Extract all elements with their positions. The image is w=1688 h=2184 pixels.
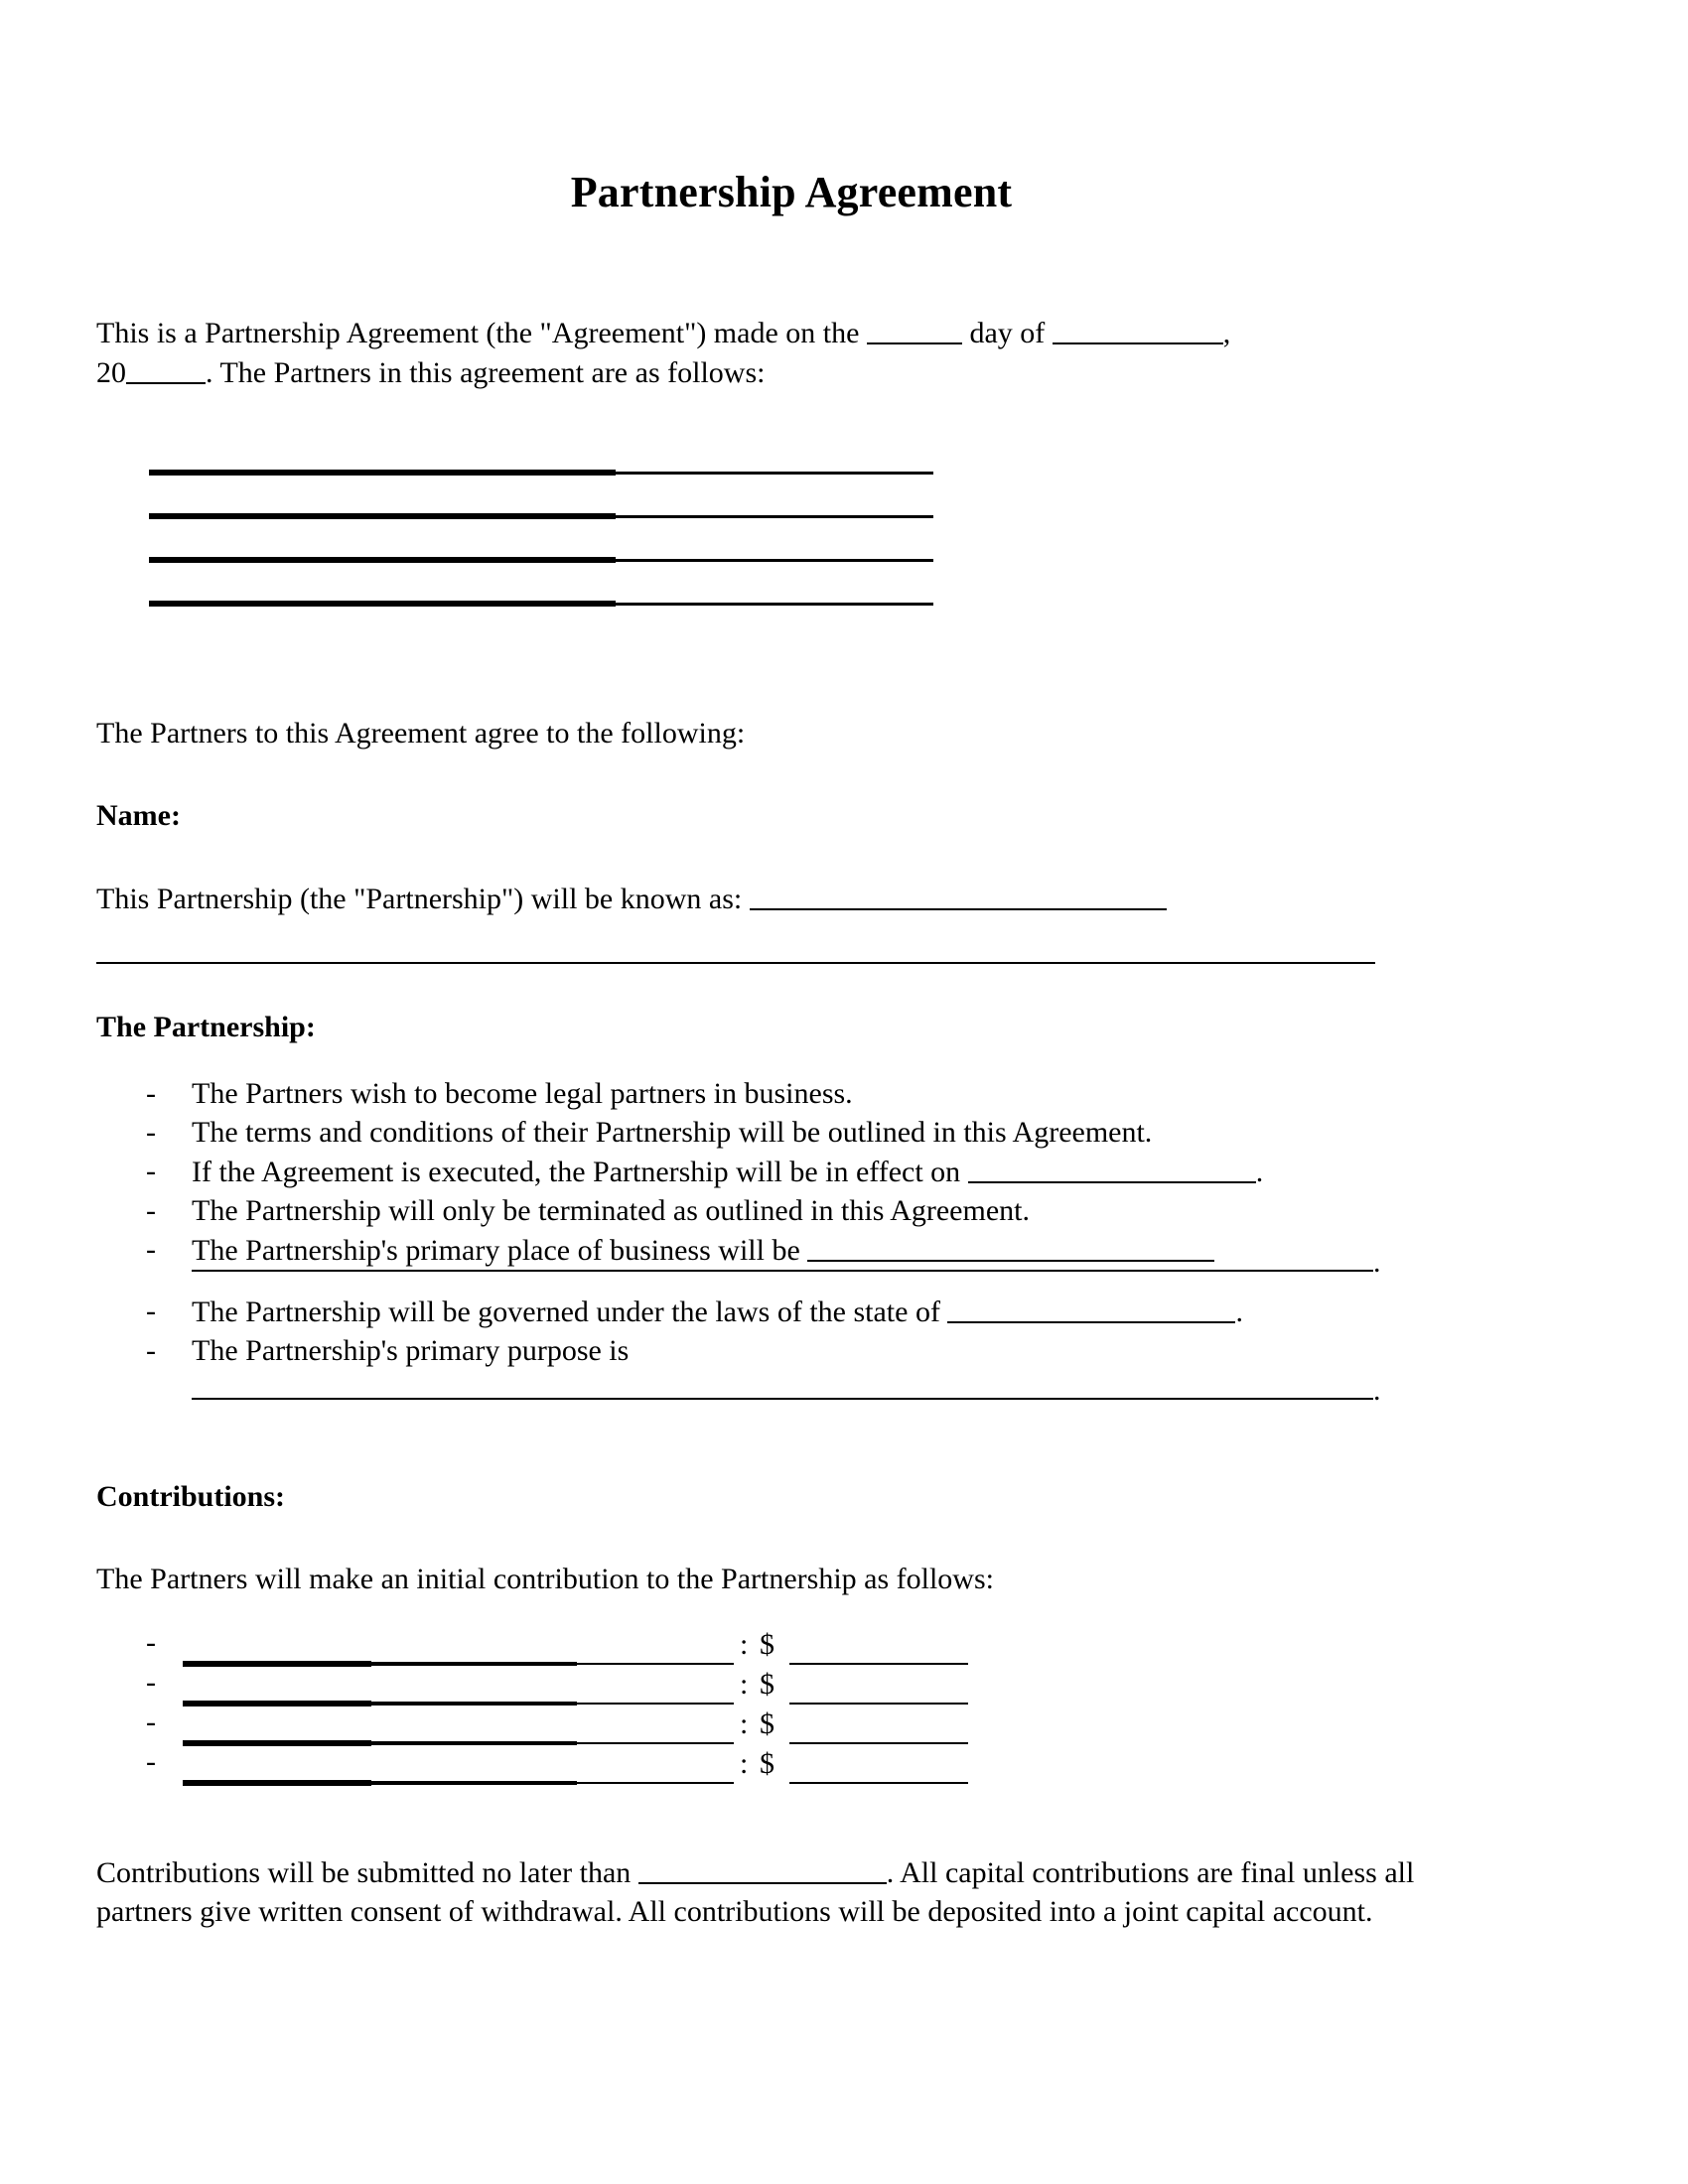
- bullet-dash-icon: -: [146, 1155, 156, 1187]
- contribution-name-line-thin: [577, 1742, 734, 1744]
- partner-line-right-segment: [616, 472, 933, 475]
- contribution-amount-line: [789, 1782, 968, 1784]
- purpose-continuation: [96, 1374, 1486, 1433]
- closing-text-part2: . All capital contributions are final unless all partners give written consent of withdrawal. All contributions will be deposited into a joint capital account.: [96, 1856, 1415, 1928]
- place-of-business-continuation-rule[interactable]: [192, 1270, 1373, 1272]
- intro-paragraph: This is a Partnership Agreement (the "Agreement") made on the day of , 20 . The Partners in this agreement are as follows:: [96, 313, 1486, 392]
- list-item-text: If the Agreement is executed, the Partnership will be in effect on: [192, 1156, 961, 1188]
- contribution-colon: :: [740, 1707, 749, 1740]
- closing-text-part1: Contributions will be submitted no later than: [96, 1856, 632, 1889]
- contribution-name-line-medium: [371, 1662, 577, 1666]
- list-item-text: The Partnership will only be terminated as outlined in this Agreement.: [192, 1194, 1030, 1227]
- list-item: [96, 1292, 1486, 1331]
- spacer: [96, 752, 1486, 796]
- contribution-amount-line: [789, 1742, 968, 1744]
- partner-line[interactable]: [149, 487, 1486, 531]
- effective-date-blank[interactable]: [968, 1152, 1256, 1183]
- list-item-trailing-period: .: [1255, 1156, 1264, 1188]
- list-item-text: The Partnership's primary place of business will be: [192, 1234, 800, 1267]
- bullet-dash-icon: -: [146, 1334, 156, 1367]
- currency-symbol: $: [760, 1668, 774, 1701]
- intro-text-part3: 20: [96, 356, 126, 389]
- partner-line-left-segment: [149, 470, 616, 476]
- spacer: [96, 1370, 1486, 1398]
- contribution-name-line-thin: [577, 1703, 734, 1705]
- partner-line-left-segment: [149, 513, 616, 519]
- bullet-dash-icon: -: [146, 1116, 156, 1149]
- state-blank[interactable]: [947, 1292, 1235, 1323]
- contributions-closing-paragraph: [96, 1852, 1486, 1931]
- contribution-name-line-thick: [183, 1740, 371, 1746]
- partner-line-left-segment: [149, 601, 616, 607]
- contribution-amount-line: [789, 1703, 968, 1705]
- list-item-text: The Partnership's primary purpose is: [192, 1334, 630, 1367]
- bullet-dash-icon: -: [146, 1666, 156, 1699]
- partner-line[interactable]: [149, 444, 1486, 487]
- list-item: [96, 1230, 1486, 1270]
- day-blank[interactable]: [867, 313, 962, 344]
- partnership-name-blank[interactable]: [750, 879, 1167, 910]
- contribution-name-line-medium: [371, 1741, 577, 1745]
- list-item-text: The terms and conditions of their Partnership will be outlined in this Agreement.: [192, 1116, 1153, 1149]
- partner-line-right-segment: [616, 559, 933, 562]
- contribution-name-line-thin: [577, 1663, 734, 1665]
- partnership-bullet-list: [96, 1074, 1486, 1270]
- contribution-amount-line: [789, 1663, 968, 1665]
- section-heading-partnership: The Partnership:: [96, 1011, 316, 1043]
- list-item: [96, 1152, 1486, 1191]
- list-item: [96, 1191, 1486, 1230]
- currency-symbol: $: [760, 1707, 774, 1740]
- month-blank[interactable]: [1053, 313, 1223, 344]
- page-title: Partnership Agreement: [570, 168, 1013, 216]
- purpose-trailing-period: .: [1373, 1374, 1381, 1407]
- spacer: [96, 618, 1486, 714]
- agree-line: The Partners to this Agreement agree to the following:: [96, 717, 746, 750]
- section-heading-name: Name:: [96, 799, 181, 832]
- contribution-colon: :: [740, 1628, 749, 1661]
- contribution-rows: [146, 1626, 1486, 1791]
- purpose-continuation-rule[interactable]: [192, 1398, 1373, 1400]
- list-item: [96, 1331, 1486, 1370]
- partnership-bullet-list-continued: [96, 1292, 1486, 1370]
- contribution-colon: :: [740, 1747, 749, 1780]
- contribution-row[interactable]: [146, 1745, 1486, 1791]
- contribution-row[interactable]: [146, 1666, 1486, 1711]
- partner-line[interactable]: [149, 531, 1486, 575]
- section-heading-contributions: Contributions:: [96, 1480, 286, 1513]
- spacer: [96, 1791, 1486, 1852]
- contributions-intro: The Partners will make an initial contribution to the Partnership as follows:: [96, 1563, 994, 1595]
- contribution-name-line-thick: [183, 1780, 371, 1786]
- bullet-dash-icon: -: [146, 1233, 156, 1266]
- contribution-name-line-medium: [371, 1781, 577, 1785]
- bullet-dash-icon: -: [146, 1626, 156, 1659]
- currency-symbol: $: [760, 1747, 774, 1780]
- intro-text-part4: . The Partners in this agreement are as follows:: [206, 356, 766, 389]
- partner-line-right-segment: [616, 515, 933, 518]
- spacer: [96, 1433, 1486, 1477]
- bullet-dash-icon: -: [146, 1745, 156, 1778]
- list-item-trailing-period: .: [1235, 1296, 1243, 1328]
- bullet-dash-icon: -: [146, 1706, 156, 1738]
- contribution-deadline-blank[interactable]: [638, 1852, 887, 1884]
- year-blank[interactable]: [126, 352, 206, 384]
- contribution-name-line-thick: [183, 1701, 371, 1706]
- spacer: [96, 1516, 1486, 1560]
- list-item: [96, 1113, 1486, 1152]
- bullet-dash-icon: -: [146, 1295, 156, 1327]
- spacer: [96, 964, 1486, 1008]
- bullet-dash-icon: -: [146, 1194, 156, 1227]
- contribution-name-line-medium: [371, 1702, 577, 1706]
- partner-line[interactable]: [149, 575, 1486, 618]
- spacer: [96, 1046, 1486, 1074]
- spacer: [96, 835, 1486, 879]
- intro-text-part2: day of: [969, 317, 1046, 349]
- list-item-text: The Partnership will be governed under the laws of the state of: [192, 1296, 940, 1328]
- spacer: [96, 217, 1486, 313]
- document-content: [96, 0, 1486, 1931]
- spacer: [96, 918, 1486, 962]
- list-item: [96, 1074, 1486, 1113]
- contribution-colon: :: [740, 1668, 749, 1701]
- partner-signature-lines: [149, 444, 1486, 618]
- currency-symbol: $: [760, 1628, 774, 1661]
- partnership-name-line: [96, 879, 1486, 918]
- intro-text-part1: This is a Partnership Agreement (the "Agreement") made on the: [96, 317, 860, 349]
- contribution-name-line-thin: [577, 1782, 734, 1784]
- partner-line-right-segment: [616, 603, 933, 606]
- contribution-name-line-thick: [183, 1661, 371, 1667]
- list-item-text: The Partners wish to become legal partners in business.: [192, 1077, 853, 1110]
- contribution-row[interactable]: [146, 1626, 1486, 1672]
- bullet-dash-icon: -: [146, 1077, 156, 1110]
- contribution-row[interactable]: [146, 1706, 1486, 1751]
- partner-line-left-segment: [149, 557, 616, 563]
- partnership-name-label: This Partnership (the "Partnership") will be known as:: [96, 883, 743, 915]
- place-of-business-trailing-period: .: [1373, 1246, 1381, 1279]
- place-of-business-blank[interactable]: [807, 1230, 1214, 1262]
